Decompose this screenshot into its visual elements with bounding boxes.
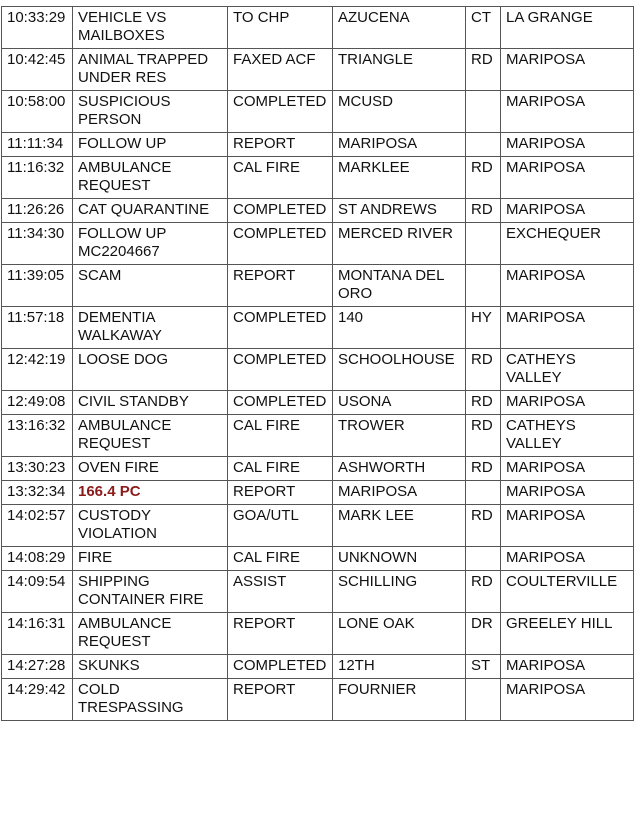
location-cell: SCHOOLHOUSE	[333, 349, 466, 391]
call-type-cell: AMBULANCE REQUEST	[73, 613, 228, 655]
location-cell: TROWER	[333, 415, 466, 457]
table-row	[2, 547, 634, 571]
call-type-cell: CIVIL STANDBY	[73, 391, 228, 415]
time-cell: 14:02:57	[2, 505, 73, 547]
time-cell: 14:09:54	[2, 571, 73, 613]
disposition-cell: COMPLETED	[228, 91, 333, 133]
disposition-cell: COMPLETED	[228, 223, 333, 265]
disposition-cell: REPORT	[228, 481, 333, 505]
city-cell: MARIPOSA	[501, 91, 634, 133]
time-cell: 11:11:34	[2, 133, 73, 157]
disposition-cell: REPORT	[228, 613, 333, 655]
location-cell: UNKNOWN	[333, 547, 466, 571]
time-cell: 14:08:29	[2, 547, 73, 571]
call-type-cell: CUSTODY VIOLATION	[73, 505, 228, 547]
street-suffix-cell	[466, 679, 501, 721]
call-type-cell: LOOSE DOG	[73, 349, 228, 391]
disposition-cell: COMPLETED	[228, 199, 333, 223]
city-cell: MARIPOSA	[501, 307, 634, 349]
table-row	[2, 307, 634, 349]
disposition-cell: FAXED ACF	[228, 49, 333, 91]
street-suffix-cell: ST	[466, 655, 501, 679]
street-suffix-cell: RD	[466, 505, 501, 547]
street-suffix-cell: RD	[466, 157, 501, 199]
city-cell: MARIPOSA	[501, 547, 634, 571]
street-suffix-cell: RD	[466, 199, 501, 223]
call-type-cell: ANIMAL TRAPPED UNDER RES	[73, 49, 228, 91]
disposition-cell: GOA/UTL	[228, 505, 333, 547]
disposition-cell: CAL FIRE	[228, 415, 333, 457]
time-cell: 12:42:19	[2, 349, 73, 391]
call-type-cell: CAT QUARANTINE	[73, 199, 228, 223]
city-cell: EXCHEQUER	[501, 223, 634, 265]
city-cell: MARIPOSA	[501, 481, 634, 505]
location-cell: LONE OAK	[333, 613, 466, 655]
table-row	[2, 505, 634, 547]
city-cell: GREELEY HILL	[501, 613, 634, 655]
time-cell: 11:57:18	[2, 307, 73, 349]
time-cell: 11:16:32	[2, 157, 73, 199]
disposition-cell: REPORT	[228, 133, 333, 157]
call-type-cell: SKUNKS	[73, 655, 228, 679]
city-cell: LA GRANGE	[501, 7, 634, 49]
time-cell: 11:39:05	[2, 265, 73, 307]
city-cell: MARIPOSA	[501, 391, 634, 415]
table-row	[2, 457, 634, 481]
location-cell: FOURNIER	[333, 679, 466, 721]
disposition-cell: COMPLETED	[228, 391, 333, 415]
call-type-cell: SUSPICIOUS PERSON	[73, 91, 228, 133]
city-cell: MARIPOSA	[501, 655, 634, 679]
city-cell: COULTERVILLE	[501, 571, 634, 613]
disposition-cell: REPORT	[228, 679, 333, 721]
table-row	[2, 391, 634, 415]
city-cell: MARIPOSA	[501, 505, 634, 547]
street-suffix-cell	[466, 133, 501, 157]
disposition-cell: CAL FIRE	[228, 547, 333, 571]
city-cell: MARIPOSA	[501, 199, 634, 223]
location-cell: AZUCENA	[333, 7, 466, 49]
table-row	[2, 91, 634, 133]
table-row	[2, 199, 634, 223]
disposition-cell: TO CHP	[228, 7, 333, 49]
call-type-cell: AMBULANCE REQUEST	[73, 415, 228, 457]
table-row	[2, 265, 634, 307]
call-type-cell: SCAM	[73, 265, 228, 307]
street-suffix-cell: RD	[466, 349, 501, 391]
disposition-cell: REPORT	[228, 265, 333, 307]
table-row	[2, 223, 634, 265]
city-cell: MARIPOSA	[501, 679, 634, 721]
table-row	[2, 481, 634, 505]
location-cell: 12TH	[333, 655, 466, 679]
street-suffix-cell	[466, 547, 501, 571]
street-suffix-cell	[466, 91, 501, 133]
disposition-cell: ASSIST	[228, 571, 333, 613]
disposition-cell: COMPLETED	[228, 307, 333, 349]
table-row	[2, 415, 634, 457]
time-cell: 14:29:42	[2, 679, 73, 721]
disposition-cell: COMPLETED	[228, 349, 333, 391]
time-cell: 13:30:23	[2, 457, 73, 481]
table-row	[2, 133, 634, 157]
location-cell: TRIANGLE	[333, 49, 466, 91]
city-cell: CATHEYS VALLEY	[501, 415, 634, 457]
call-type-cell: FOLLOW UP MC2204667	[73, 223, 228, 265]
city-cell: CATHEYS VALLEY	[501, 349, 634, 391]
table-row	[2, 655, 634, 679]
location-cell: MERCED RIVER	[333, 223, 466, 265]
time-cell: 10:42:45	[2, 49, 73, 91]
table-row	[2, 49, 634, 91]
city-cell: MARIPOSA	[501, 157, 634, 199]
call-type-cell: DEMENTIA WALKAWAY	[73, 307, 228, 349]
street-suffix-cell	[466, 265, 501, 307]
call-type-cell: AMBULANCE REQUEST	[73, 157, 228, 199]
city-cell: MARIPOSA	[501, 457, 634, 481]
time-cell: 14:16:31	[2, 613, 73, 655]
time-cell: 11:34:30	[2, 223, 73, 265]
location-cell: 140	[333, 307, 466, 349]
location-cell: MARK LEE	[333, 505, 466, 547]
street-suffix-cell: RD	[466, 457, 501, 481]
time-cell: 10:33:29	[2, 7, 73, 49]
city-cell: MARIPOSA	[501, 49, 634, 91]
time-cell: 12:49:08	[2, 391, 73, 415]
location-cell: MARIPOSA	[333, 481, 466, 505]
street-suffix-cell: DR	[466, 613, 501, 655]
location-cell: MONTANA DEL ORO	[333, 265, 466, 307]
table-row	[2, 679, 634, 721]
call-type-cell: VEHICLE VS MAILBOXES	[73, 7, 228, 49]
table-row	[2, 613, 634, 655]
location-cell: MCUSD	[333, 91, 466, 133]
street-suffix-cell: RD	[466, 391, 501, 415]
call-log-body	[2, 7, 634, 721]
disposition-cell: CAL FIRE	[228, 157, 333, 199]
table-row	[2, 349, 634, 391]
location-cell: MARKLEE	[333, 157, 466, 199]
time-cell: 11:26:26	[2, 199, 73, 223]
disposition-cell: CAL FIRE	[228, 457, 333, 481]
location-cell: ASHWORTH	[333, 457, 466, 481]
table-row	[2, 7, 634, 49]
street-suffix-cell: RD	[466, 571, 501, 613]
street-suffix-cell: CT	[466, 7, 501, 49]
street-suffix-cell: HY	[466, 307, 501, 349]
city-cell: MARIPOSA	[501, 133, 634, 157]
table-row	[2, 157, 634, 199]
time-cell: 10:58:00	[2, 91, 73, 133]
table-row	[2, 571, 634, 613]
time-cell: 13:32:34	[2, 481, 73, 505]
city-cell: MARIPOSA	[501, 265, 634, 307]
location-cell: MARIPOSA	[333, 133, 466, 157]
call-type-cell: FOLLOW UP	[73, 133, 228, 157]
street-suffix-cell	[466, 223, 501, 265]
call-type-cell: 166.4 PC	[73, 481, 228, 505]
call-type-cell: OVEN FIRE	[73, 457, 228, 481]
disposition-cell: COMPLETED	[228, 655, 333, 679]
call-log-table	[1, 6, 634, 721]
location-cell: ST ANDREWS	[333, 199, 466, 223]
call-type-cell: COLD TRESPASSING	[73, 679, 228, 721]
call-type-cell: FIRE	[73, 547, 228, 571]
street-suffix-cell: RD	[466, 49, 501, 91]
street-suffix-cell: RD	[466, 415, 501, 457]
time-cell: 14:27:28	[2, 655, 73, 679]
call-type-cell: SHIPPING CONTAINER FIRE	[73, 571, 228, 613]
time-cell: 13:16:32	[2, 415, 73, 457]
street-suffix-cell	[466, 481, 501, 505]
location-cell: USONA	[333, 391, 466, 415]
location-cell: SCHILLING	[333, 571, 466, 613]
